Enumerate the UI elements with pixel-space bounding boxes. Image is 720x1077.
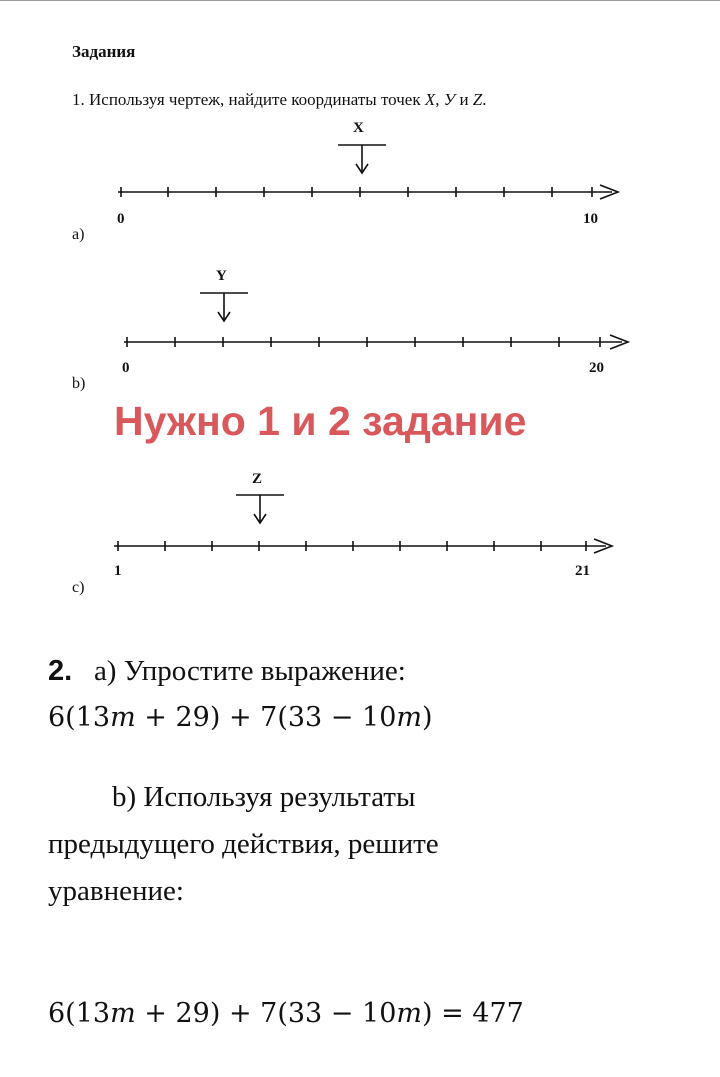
point-label-z: Z [252,471,263,487]
task1-sep: , [435,90,444,109]
line-a-end: 10 [583,211,598,227]
task1-and: и [455,90,473,109]
section-heading: Задания [72,42,136,61]
part-a-label: a) [72,226,85,243]
line-b-start: 0 [122,360,130,376]
pointer-y [200,293,248,321]
task2-b-line3: уравнение: [48,875,184,907]
point-label-x: X [353,120,364,136]
task2-number: 2. [48,655,73,687]
task2-a-text: a) Упростите выражение: [93,655,406,687]
point-label-y: Y [216,268,227,284]
point-y-name: У [443,90,456,109]
task1-prefix: 1. Используя чертеж, найдите координаты точек [72,90,425,109]
point-z-name: Z [472,90,483,109]
pointer-z [236,495,284,523]
line-c-end: 21 [575,563,590,579]
overlay-banner: Нужно 1 и 2 задание [114,398,527,444]
line-b-end: 20 [589,360,604,376]
point-x-name: X [424,90,436,109]
task2-b-line2: предыдущего действия, решите [48,828,439,860]
pointer-x [338,145,386,173]
part-b-label: b) [72,375,86,392]
task2-equation: 6(13m + 29) + 7(33 − 10m) = 477 [48,998,524,1029]
line-c-start: 1 [114,563,122,579]
task2-expression: 6(13m + 29) + 7(33 − 10m) [48,702,433,733]
line-a-start: 0 [117,211,125,227]
task2-b-line1: b) Используя результаты [112,781,416,813]
part-c-label: c) [72,579,85,596]
task2-a-line [48,648,406,694]
task1-end: . [482,90,487,109]
